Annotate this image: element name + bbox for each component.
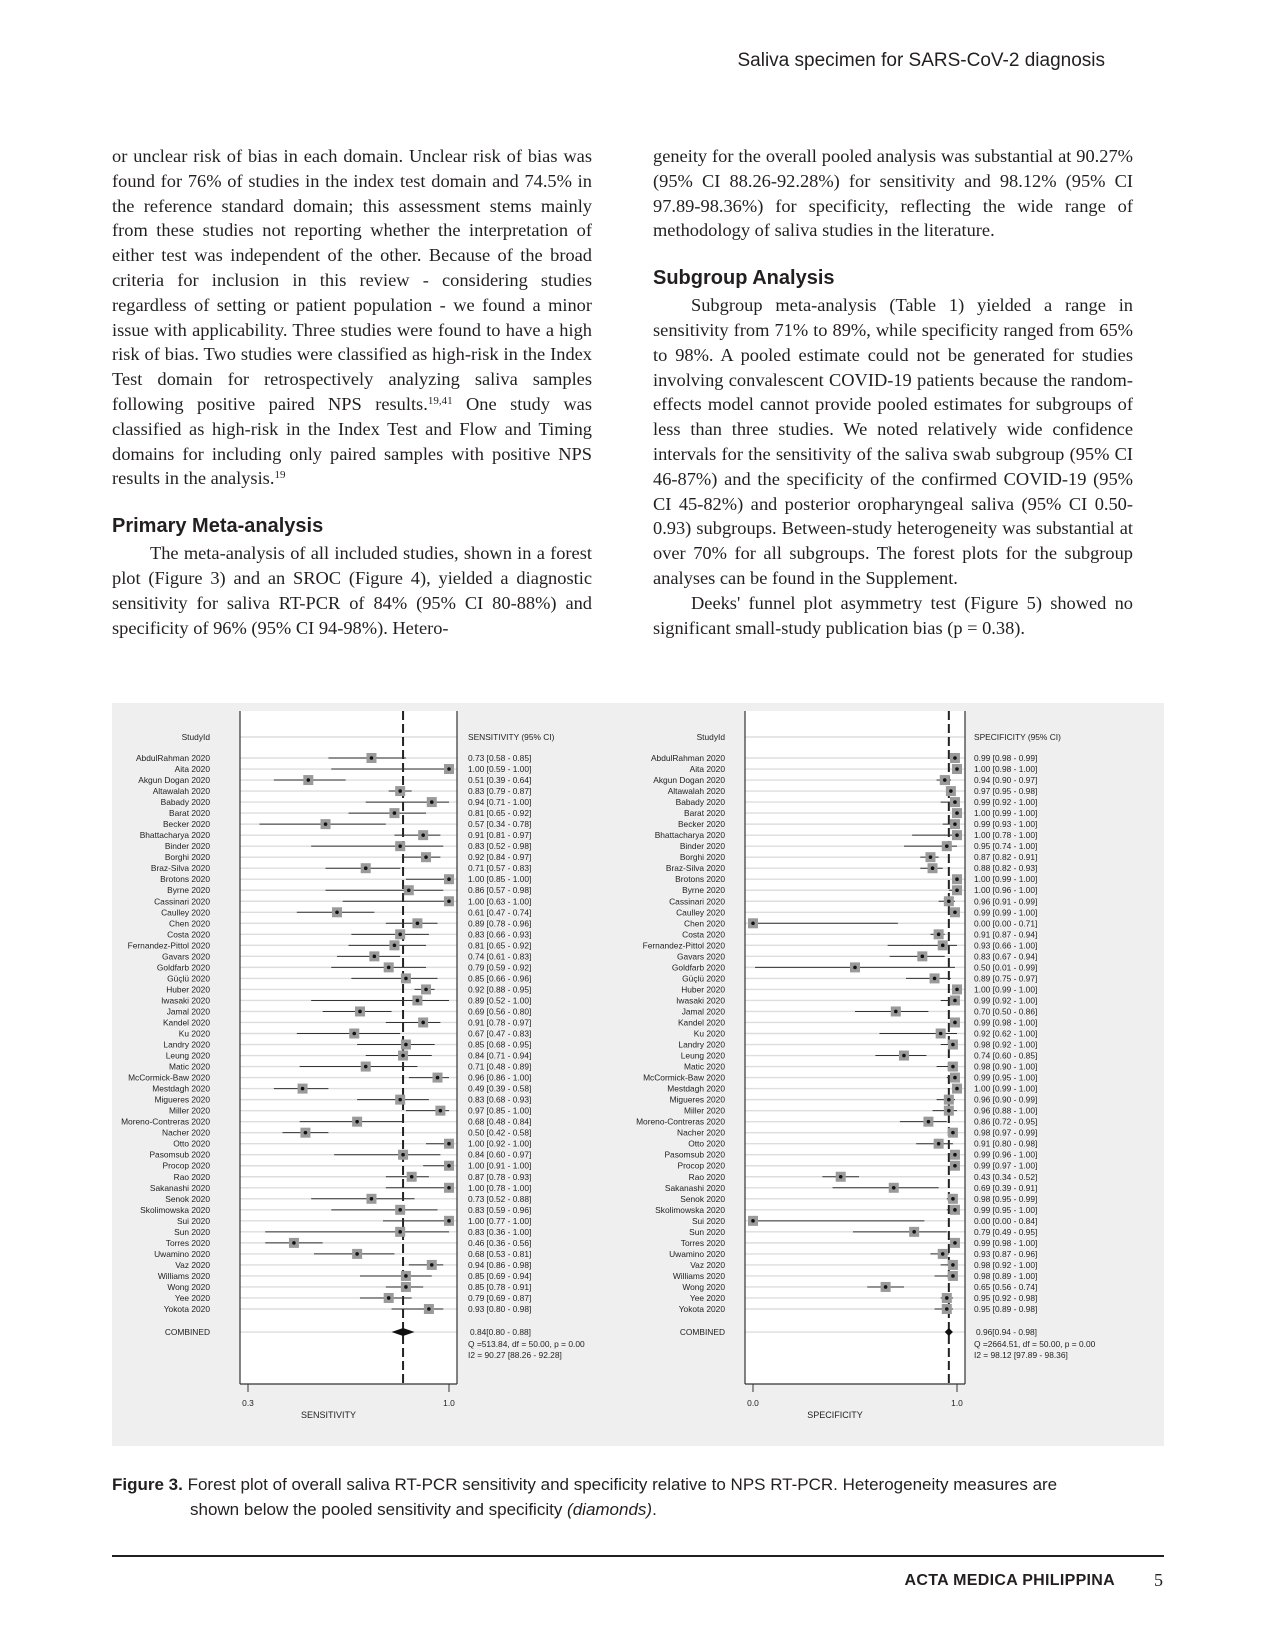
svg-text:Aita 2020: Aita 2020 [174,764,210,775]
svg-text:Braz-Silva 2020: Braz-Silva 2020 [665,863,725,874]
svg-text:0.96 [0.86 - 1.00]: 0.96 [0.86 - 1.00] [468,1072,532,1083]
paragraph: Deeks' funnel plot asymmetry test (Figure 5) showed no significant small-study publication bias (p = 0.38). [653,592,1133,638]
svg-text:0.67 [0.47 - 0.83]: 0.67 [0.47 - 0.83] [468,1028,532,1039]
svg-text:0.79 [0.69 - 0.87]: 0.79 [0.69 - 0.87] [468,1292,532,1303]
svg-text:Altawalah 2020: Altawalah 2020 [667,786,725,797]
svg-text:0.97 [0.85 - 1.00]: 0.97 [0.85 - 1.00] [468,1105,532,1116]
svg-text:StudyId: StudyId [696,732,725,742]
svg-text:0.86 [0.57 - 0.98]: 0.86 [0.57 - 0.98] [468,885,532,896]
svg-text:1.00 [0.85 - 1.00]: 1.00 [0.85 - 1.00] [468,874,532,885]
figure-3-forest-plot [112,703,1164,1446]
svg-text:Becker 2020: Becker 2020 [162,819,210,830]
svg-text:0.96 [0.90 - 0.99]: 0.96 [0.90 - 0.99] [974,1094,1038,1105]
svg-text:Cassinari 2020: Cassinari 2020 [669,896,725,907]
svg-text:0.71 [0.48 - 0.89]: 0.71 [0.48 - 0.89] [468,1061,532,1072]
svg-text:0.85 [0.78 - 0.91]: 0.85 [0.78 - 0.91] [468,1281,532,1292]
figure-caption [112,1472,1164,1522]
svg-text:1.00 [0.59 - 1.00]: 1.00 [0.59 - 1.00] [468,764,532,775]
svg-text:0.94 [0.86 - 0.98]: 0.94 [0.86 - 0.98] [468,1259,532,1270]
svg-text:Fernandez-Pittol 2020: Fernandez-Pittol 2020 [127,940,210,951]
svg-text:Uwamino 2020: Uwamino 2020 [154,1248,210,1259]
figure-label: Figure 3. [112,1475,183,1494]
svg-text:Huber 2020: Huber 2020 [166,984,210,995]
svg-text:Caulley 2020: Caulley 2020 [676,907,725,918]
svg-text:0.81 [0.65 - 0.92]: 0.81 [0.65 - 0.92] [468,940,532,951]
svg-text:SPECIFICITY: SPECIFICITY [807,1410,863,1421]
svg-text:Williams 2020: Williams 2020 [157,1270,210,1281]
svg-text:0.50 [0.01 - 0.99]: 0.50 [0.01 - 0.99] [974,962,1038,973]
svg-text:Caulley 2020: Caulley 2020 [161,907,210,918]
svg-text:Torres 2020: Torres 2020 [680,1237,725,1248]
svg-text:Byrne 2020: Byrne 2020 [167,885,210,896]
svg-text:Costa 2020: Costa 2020 [167,929,210,940]
svg-text:Matic 2020: Matic 2020 [684,1061,725,1072]
svg-text:0.65 [0.56 - 0.74]: 0.65 [0.56 - 0.74] [974,1281,1038,1292]
svg-text:Mestdagh 2020: Mestdagh 2020 [667,1083,725,1094]
section-heading-subgroup-analysis: Subgroup Analysis [653,267,835,290]
svg-text:Procop 2020: Procop 2020 [677,1160,725,1171]
svg-text:0.85 [0.69 - 0.94]: 0.85 [0.69 - 0.94] [468,1270,532,1281]
svg-text:0.93 [0.66 - 1.00]: 0.93 [0.66 - 1.00] [974,940,1038,951]
svg-text:Williams 2020: Williams 2020 [672,1270,725,1281]
svg-text:0.73 [0.58 - 0.85]: 0.73 [0.58 - 0.85] [468,753,532,763]
svg-text:Byrne 2020: Byrne 2020 [682,885,725,896]
svg-text:Jamal 2020: Jamal 2020 [166,1006,210,1017]
svg-text:Yokota 2020: Yokota 2020 [678,1304,725,1314]
svg-text:0.84 [0.71 - 0.94]: 0.84 [0.71 - 0.94] [468,1050,532,1061]
svg-text:0.95 [0.92 - 0.98]: 0.95 [0.92 - 0.98] [974,1292,1038,1303]
svg-text:Miller 2020: Miller 2020 [684,1105,725,1116]
svg-text:1.0: 1.0 [443,1398,455,1409]
svg-text:0.83 [0.36 - 1.00]: 0.83 [0.36 - 1.00] [468,1226,532,1237]
section-heading-primary-meta-analysis: Primary Meta-analysis [112,515,324,538]
svg-text:1.00 [0.92 - 1.00]: 1.00 [0.92 - 1.00] [468,1138,532,1149]
right-column [653,144,1133,640]
svg-text:1.00 [0.63 - 1.00]: 1.00 [0.63 - 1.00] [468,896,532,907]
svg-text:Kandel 2020: Kandel 2020 [162,1017,210,1028]
running-title: Saliva specimen for SARS-CoV-2 diagnosis [737,50,1105,71]
svg-text:I2 = 98.12 [97.89 - 98.36]: I2 = 98.12 [97.89 - 98.36] [974,1350,1068,1361]
svg-text:Senok 2020: Senok 2020 [680,1193,725,1204]
paragraph-text: or unclear risk of bias in each domain. Unclear risk of bias was found for 76% of studies in the index test domain and 74.5% in the reference standard domain; this assessment stems mainly from these studies not reporting whether the interpretation of either test was independent of the other. Because of the broad criteria for inclusion in this review - considering studies regardless of setting or patient population - we found a minor issue with applicability. Three studies were found to have a high risk of bias. Two studies were classified as high-risk in the Index Test domain for retrospectively analyzing saliva samples following positive paired NPS results. [112,146,592,414]
svg-text:0.99 [0.96 - 1.00]: 0.99 [0.96 - 1.00] [974,1149,1038,1160]
svg-text:Q =2664.51, df = 50.00, p = 0.: Q =2664.51, df = 50.00, p = 0.00 [974,1339,1096,1350]
svg-text:Miller 2020: Miller 2020 [169,1105,210,1116]
svg-text:Sui 2020: Sui 2020 [176,1215,210,1226]
citation: 19,41 [427,394,453,407]
svg-text:0.3: 0.3 [242,1398,254,1409]
svg-text:0.98 [0.92 - 1.00]: 0.98 [0.92 - 1.00] [974,1039,1038,1050]
svg-text:Barat 2020: Barat 2020 [169,808,210,819]
svg-text:0.69 [0.39 - 0.91]: 0.69 [0.39 - 0.91] [974,1182,1038,1193]
svg-text:Chen 2020: Chen 2020 [169,918,210,929]
svg-text:0.73 [0.52 - 0.88]: 0.73 [0.52 - 0.88] [468,1193,532,1204]
svg-text:0.96 [0.91 - 0.99]: 0.96 [0.91 - 0.99] [974,896,1038,907]
svg-text:Skolimowska 2020: Skolimowska 2020 [140,1204,210,1215]
svg-text:0.99 [0.92 - 1.00]: 0.99 [0.92 - 1.00] [974,797,1038,808]
svg-text:Costa 2020: Costa 2020 [682,929,725,940]
svg-text:0.94 [0.71 - 1.00]: 0.94 [0.71 - 1.00] [468,797,532,808]
svg-text:1.00 [0.99 - 1.00]: 1.00 [0.99 - 1.00] [974,874,1038,885]
svg-text:0.83 [0.59 - 0.96]: 0.83 [0.59 - 0.96] [468,1204,532,1215]
svg-text:Fernandez-Pittol 2020: Fernandez-Pittol 2020 [642,940,725,951]
svg-text:0.99 [0.98 - 1.00]: 0.99 [0.98 - 1.00] [974,1017,1038,1028]
svg-text:0.57 [0.34 - 0.78]: 0.57 [0.34 - 0.78] [468,819,532,830]
svg-text:Altawalah 2020: Altawalah 2020 [152,786,210,797]
svg-text:Barat 2020: Barat 2020 [684,808,725,819]
svg-text:Iwasaki 2020: Iwasaki 2020 [676,995,725,1006]
svg-text:0.99 [0.92 - 1.00]: 0.99 [0.92 - 1.00] [974,995,1038,1006]
svg-text:0.87 [0.78 - 0.93]: 0.87 [0.78 - 0.93] [468,1171,532,1182]
svg-text:0.89 [0.78 - 0.96]: 0.89 [0.78 - 0.96] [468,918,532,929]
specificity-plot-svg [627,703,1164,1446]
svg-text:Sakanashi 2020: Sakanashi 2020 [664,1182,725,1193]
svg-text:0.92 [0.88 - 0.95]: 0.92 [0.88 - 0.95] [468,984,532,995]
sensitivity-plot-svg [112,703,632,1446]
svg-text:0.91 [0.81 - 0.97]: 0.91 [0.81 - 0.97] [468,830,532,841]
svg-text:1.00 [0.78 - 1.00]: 1.00 [0.78 - 1.00] [974,830,1038,841]
svg-text:Nacher 2020: Nacher 2020 [677,1127,725,1138]
svg-text:0.68 [0.48 - 0.84]: 0.68 [0.48 - 0.84] [468,1116,532,1127]
svg-text:Wong 2020: Wong 2020 [682,1281,725,1292]
svg-text:1.00 [0.78 - 1.00]: 1.00 [0.78 - 1.00] [468,1182,532,1193]
svg-text:Binder 2020: Binder 2020 [164,841,210,852]
svg-text:0.81 [0.65 - 0.92]: 0.81 [0.65 - 0.92] [468,808,532,819]
svg-text:Bhattacharya 2020: Bhattacharya 2020 [654,830,725,841]
svg-text:SPECIFICITY (95% CI): SPECIFICITY (95% CI) [974,732,1061,742]
svg-text:0.99 [0.95 - 1.00]: 0.99 [0.95 - 1.00] [974,1204,1038,1215]
paragraph: Subgroup meta-analysis (Table 1) yielded a range in sensitivity from 71% to 89%, while specificity ranged from 65% to 98%. A pooled estimate could not be generated for studies involving convalescent COVID-19 patients because the random-effects model cannot provide pooled estimates for subgroups of less than three studies. We noted relatively wide confidence intervals for the sensitivity of the saliva swab subgroup (95% CI 46-87%) and the specificity of the confirmed COVID-19 (95% CI 45-82%) and posterior oropharyngeal saliva (95% CI 0.50-0.93) subgroups. Between-study heterogeneity was substantial at over 70% for all subgroups. The forest plots for the subgroup analyses can be found in the Supplement. [653,295,1133,588]
svg-text:Güçlü 2020: Güçlü 2020 [682,973,725,984]
svg-text:0.88 [0.82 - 0.93]: 0.88 [0.82 - 0.93] [974,863,1038,874]
paragraph [112,144,592,491]
svg-text:0.98 [0.92 - 1.00]: 0.98 [0.92 - 1.00] [974,1259,1038,1270]
svg-text:0.00 [0.00 - 0.84]: 0.00 [0.00 - 0.84] [974,1215,1038,1226]
svg-text:0.00 [0.00 - 0.71]: 0.00 [0.00 - 0.71] [974,918,1038,929]
svg-text:Brotons 2020: Brotons 2020 [160,874,210,885]
caption-end: . [652,1500,657,1519]
svg-text:COMBINED: COMBINED [679,1327,725,1338]
svg-text:Q =513.84, df = 50.00, p = 0.0: Q =513.84, df = 50.00, p = 0.00 [468,1339,585,1350]
svg-text:1.00 [0.99 - 1.00]: 1.00 [0.99 - 1.00] [974,984,1038,995]
svg-text:1.0: 1.0 [951,1398,963,1409]
svg-text:Rao 2020: Rao 2020 [688,1171,725,1182]
svg-text:StudyId: StudyId [181,732,210,742]
svg-text:0.83 [0.52 - 0.98]: 0.83 [0.52 - 0.98] [468,841,532,852]
svg-text:0.84[0.80 - 0.88]: 0.84[0.80 - 0.88] [470,1327,531,1338]
svg-text:0.91 [0.80 - 0.98]: 0.91 [0.80 - 0.98] [974,1138,1038,1149]
svg-text:Torres 2020: Torres 2020 [165,1237,210,1248]
svg-text:0.98 [0.89 - 1.00]: 0.98 [0.89 - 1.00] [974,1270,1038,1281]
svg-text:Moreno-Contreras 2020: Moreno-Contreras 2020 [636,1116,725,1127]
svg-text:0.98 [0.97 - 0.99]: 0.98 [0.97 - 0.99] [974,1127,1038,1138]
footer-rule [112,1555,1164,1557]
svg-text:Gavars 2020: Gavars 2020 [677,951,725,962]
svg-text:1.00 [0.77 - 1.00]: 1.00 [0.77 - 1.00] [468,1215,532,1226]
svg-text:Borghi 2020: Borghi 2020 [679,852,725,863]
svg-text:Senok 2020: Senok 2020 [165,1193,210,1204]
svg-text:Moreno-Contreras 2020: Moreno-Contreras 2020 [121,1116,210,1127]
svg-text:COMBINED: COMBINED [164,1327,210,1338]
svg-text:Yee 2020: Yee 2020 [689,1292,725,1303]
svg-text:Otto 2020: Otto 2020 [688,1138,725,1149]
svg-text:Uwamino 2020: Uwamino 2020 [669,1248,725,1259]
svg-text:Pasomsub 2020: Pasomsub 2020 [149,1149,210,1160]
svg-text:Yokota 2020: Yokota 2020 [163,1304,210,1314]
svg-text:0.86 [0.72 - 0.95]: 0.86 [0.72 - 0.95] [974,1116,1038,1127]
paragraph: geneity for the overall pooled analysis was substantial at 90.27% (95% CI 88.26-92.28%) for sensitivity and 98.12% (95% CI 97.89-98.36%) for specificity, reflecting the wide range of methodology of saliva studies in the literature. [653,146,1133,241]
svg-text:Vaz 2020: Vaz 2020 [690,1259,725,1270]
svg-text:Procop 2020: Procop 2020 [162,1160,210,1171]
svg-text:0.95 [0.89 - 0.98]: 0.95 [0.89 - 0.98] [974,1304,1038,1314]
svg-text:Cassinari 2020: Cassinari 2020 [154,896,210,907]
svg-text:0.97 [0.95 - 0.98]: 0.97 [0.95 - 0.98] [974,786,1038,797]
svg-text:McCormick-Baw 2020: McCormick-Baw 2020 [128,1072,210,1083]
svg-text:Sun 2020: Sun 2020 [689,1226,725,1237]
paragraph: The meta-analysis of all included studies, shown in a forest plot (Figure 3) and an SROC (Figure 4), yielded a diagnostic sensitivity for saliva RT-PCR of 84% (95% CI 80-88%) and specificity of 96% (95% CI 94-98%). Hetero- [112,543,592,638]
svg-text:Ku 2020: Ku 2020 [693,1028,725,1039]
svg-text:Migueres 2020: Migueres 2020 [154,1094,210,1105]
svg-text:Bhattacharya 2020: Bhattacharya 2020 [139,830,210,841]
svg-text:Ku 2020: Ku 2020 [178,1028,210,1039]
svg-text:Leung 2020: Leung 2020 [680,1050,725,1061]
sensitivity-forest-plot [112,703,632,1446]
left-column [112,144,592,640]
svg-text:1.00 [0.96 - 1.00]: 1.00 [0.96 - 1.00] [974,885,1038,896]
svg-text:Landry 2020: Landry 2020 [678,1039,725,1050]
svg-text:0.46 [0.36 - 0.56]: 0.46 [0.36 - 0.56] [468,1237,532,1248]
svg-text:0.74 [0.60 - 0.85]: 0.74 [0.60 - 0.85] [974,1050,1038,1061]
specificity-forest-plot [627,703,1164,1446]
caption-text: Forest plot of overall saliva RT-PCR sensitivity and specificity relative to NPS RT-PCR. Heterogeneity measures are [187,1475,1058,1494]
svg-text:Güçlü 2020: Güçlü 2020 [167,973,210,984]
svg-text:0.51 [0.39 - 0.64]: 0.51 [0.39 - 0.64] [468,775,532,786]
svg-text:0.83 [0.68 - 0.93]: 0.83 [0.68 - 0.93] [468,1094,532,1105]
caption-text-2: shown below the pooled sensitivity and specificity [190,1500,568,1519]
svg-text:0.99 [0.98 - 1.00]: 0.99 [0.98 - 1.00] [974,1237,1038,1248]
svg-text:0.96 [0.88 - 1.00]: 0.96 [0.88 - 1.00] [974,1105,1038,1116]
svg-text:Goldfarb 2020: Goldfarb 2020 [156,962,210,973]
svg-text:Borghi 2020: Borghi 2020 [164,852,210,863]
svg-text:0.87 [0.82 - 0.91]: 0.87 [0.82 - 0.91] [974,852,1038,863]
svg-text:0.83 [0.79 - 0.87]: 0.83 [0.79 - 0.87] [468,786,532,797]
svg-text:Aita 2020: Aita 2020 [689,764,725,775]
svg-text:Jamal 2020: Jamal 2020 [681,1006,725,1017]
svg-text:0.99 [0.93 - 1.00]: 0.99 [0.93 - 1.00] [974,819,1038,830]
svg-text:Wong 2020: Wong 2020 [167,1281,210,1292]
svg-text:Pasomsub 2020: Pasomsub 2020 [664,1149,725,1160]
svg-text:Vaz 2020: Vaz 2020 [175,1259,210,1270]
svg-text:0.68 [0.53 - 0.81]: 0.68 [0.53 - 0.81] [468,1248,532,1259]
svg-text:0.92 [0.84 - 0.97]: 0.92 [0.84 - 0.97] [468,852,532,863]
svg-text:Akgun Dogan 2020: Akgun Dogan 2020 [653,775,725,786]
svg-text:0.83 [0.66 - 0.93]: 0.83 [0.66 - 0.93] [468,929,532,940]
svg-text:1.00 [0.99 - 1.00]: 1.00 [0.99 - 1.00] [974,1083,1038,1094]
svg-text:0.98 [0.90 - 1.00]: 0.98 [0.90 - 1.00] [974,1061,1038,1072]
svg-text:0.43 [0.34 - 0.52]: 0.43 [0.34 - 0.52] [974,1171,1038,1182]
svg-text:0.0: 0.0 [747,1398,759,1409]
svg-text:Skolimowska 2020: Skolimowska 2020 [655,1204,725,1215]
svg-text:0.84 [0.60 - 0.97]: 0.84 [0.60 - 0.97] [468,1149,532,1160]
svg-text:0.95 [0.74 - 1.00]: 0.95 [0.74 - 1.00] [974,841,1038,852]
svg-text:1.00 [0.99 - 1.00]: 1.00 [0.99 - 1.00] [974,808,1038,819]
svg-text:0.93 [0.80 - 0.98]: 0.93 [0.80 - 0.98] [468,1304,532,1314]
svg-text:0.83 [0.67 - 0.94]: 0.83 [0.67 - 0.94] [974,951,1038,962]
svg-text:Migueres 2020: Migueres 2020 [669,1094,725,1105]
svg-text:Rao 2020: Rao 2020 [173,1171,210,1182]
svg-text:0.89 [0.52 - 1.00]: 0.89 [0.52 - 1.00] [468,995,532,1006]
svg-text:0.92 [0.62 - 1.00]: 0.92 [0.62 - 1.00] [974,1028,1038,1039]
svg-text:Braz-Silva 2020: Braz-Silva 2020 [150,863,210,874]
svg-text:0.96[0.94 - 0.98]: 0.96[0.94 - 0.98] [976,1327,1037,1338]
svg-text:0.61 [0.47 - 0.74]: 0.61 [0.47 - 0.74] [468,907,532,918]
svg-text:Kandel 2020: Kandel 2020 [677,1017,725,1028]
svg-text:Sakanashi 2020: Sakanashi 2020 [149,1182,210,1193]
caption-italic: (diamonds) [567,1500,653,1519]
page-number: 5 [1154,1570,1163,1590]
svg-text:I2 = 90.27 [88.26 - 92.28]: I2 = 90.27 [88.26 - 92.28] [468,1350,562,1361]
paragraph-text: One study was classified as high-risk in the Index Test and Flow and Timing domains for including only paired samples with positive NPS results in the analysis. [112,393,592,489]
svg-text:SENSITIVITY (95% CI): SENSITIVITY (95% CI) [468,732,555,742]
svg-text:Nacher 2020: Nacher 2020 [162,1127,210,1138]
svg-text:0.79 [0.59 - 0.92]: 0.79 [0.59 - 0.92] [468,962,532,973]
svg-text:Binder 2020: Binder 2020 [679,841,725,852]
svg-text:1.00 [0.91 - 1.00]: 1.00 [0.91 - 1.00] [468,1160,532,1171]
svg-text:Iwasaki 2020: Iwasaki 2020 [161,995,210,1006]
svg-text:Matic 2020: Matic 2020 [169,1061,210,1072]
svg-text:0.99 [0.95 - 1.00]: 0.99 [0.95 - 1.00] [974,1072,1038,1083]
svg-text:McCormick-Baw 2020: McCormick-Baw 2020 [643,1072,725,1083]
svg-text:0.69 [0.56 - 0.80]: 0.69 [0.56 - 0.80] [468,1006,532,1017]
svg-text:0.70 [0.50 - 0.86]: 0.70 [0.50 - 0.86] [974,1006,1038,1017]
svg-text:Babady 2020: Babady 2020 [675,797,725,808]
svg-text:Gavars 2020: Gavars 2020 [162,951,210,962]
svg-text:Yee 2020: Yee 2020 [174,1292,210,1303]
svg-text:Otto 2020: Otto 2020 [173,1138,210,1149]
svg-text:AbdulRahman 2020: AbdulRahman 2020 [650,753,725,763]
svg-text:0.98 [0.95 - 0.99]: 0.98 [0.95 - 0.99] [974,1193,1038,1204]
svg-text:Babady 2020: Babady 2020 [160,797,210,808]
svg-text:Sui 2020: Sui 2020 [691,1215,725,1226]
svg-text:0.85 [0.68 - 0.95]: 0.85 [0.68 - 0.95] [468,1039,532,1050]
svg-text:0.99 [0.99 - 1.00]: 0.99 [0.99 - 1.00] [974,907,1038,918]
svg-text:0.99 [0.97 - 1.00]: 0.99 [0.97 - 1.00] [974,1160,1038,1171]
svg-text:AbdulRahman 2020: AbdulRahman 2020 [135,753,210,763]
svg-text:Akgun Dogan 2020: Akgun Dogan 2020 [138,775,210,786]
svg-text:0.71 [0.57 - 0.83]: 0.71 [0.57 - 0.83] [468,863,532,874]
svg-text:0.99 [0.98 - 0.99]: 0.99 [0.98 - 0.99] [974,753,1038,763]
svg-text:Goldfarb 2020: Goldfarb 2020 [671,962,725,973]
svg-text:0.50 [0.42 - 0.58]: 0.50 [0.42 - 0.58] [468,1127,532,1138]
svg-text:0.94 [0.90 - 0.97]: 0.94 [0.90 - 0.97] [974,775,1038,786]
svg-text:Mestdagh 2020: Mestdagh 2020 [152,1083,210,1094]
svg-text:Becker 2020: Becker 2020 [677,819,725,830]
citation: 19 [274,469,286,482]
svg-text:Landry 2020: Landry 2020 [163,1039,210,1050]
svg-text:Chen 2020: Chen 2020 [684,918,725,929]
svg-text:Leung 2020: Leung 2020 [165,1050,210,1061]
svg-text:0.79 [0.49 - 0.95]: 0.79 [0.49 - 0.95] [974,1226,1038,1237]
svg-text:Sun 2020: Sun 2020 [174,1226,210,1237]
svg-text:SENSITIVITY: SENSITIVITY [300,1410,357,1421]
svg-text:0.91 [0.78 - 0.97]: 0.91 [0.78 - 0.97] [468,1017,532,1028]
svg-text:0.89 [0.75 - 0.97]: 0.89 [0.75 - 0.97] [974,973,1038,984]
svg-text:0.91 [0.87 - 0.94]: 0.91 [0.87 - 0.94] [974,929,1038,940]
svg-text:Brotons 2020: Brotons 2020 [675,874,725,885]
svg-text:0.93 [0.87 - 0.96]: 0.93 [0.87 - 0.96] [974,1248,1038,1259]
svg-text:Huber 2020: Huber 2020 [681,984,725,995]
svg-text:0.85 [0.66 - 0.96]: 0.85 [0.66 - 0.96] [468,973,532,984]
svg-text:1.00 [0.98 - 1.00]: 1.00 [0.98 - 1.00] [974,764,1038,775]
journal-name: ACTA MEDICA PHILIPPINA [904,1572,1115,1589]
svg-text:0.74 [0.61 - 0.83]: 0.74 [0.61 - 0.83] [468,951,532,962]
svg-text:0.49 [0.39 - 0.58]: 0.49 [0.39 - 0.58] [468,1083,532,1094]
